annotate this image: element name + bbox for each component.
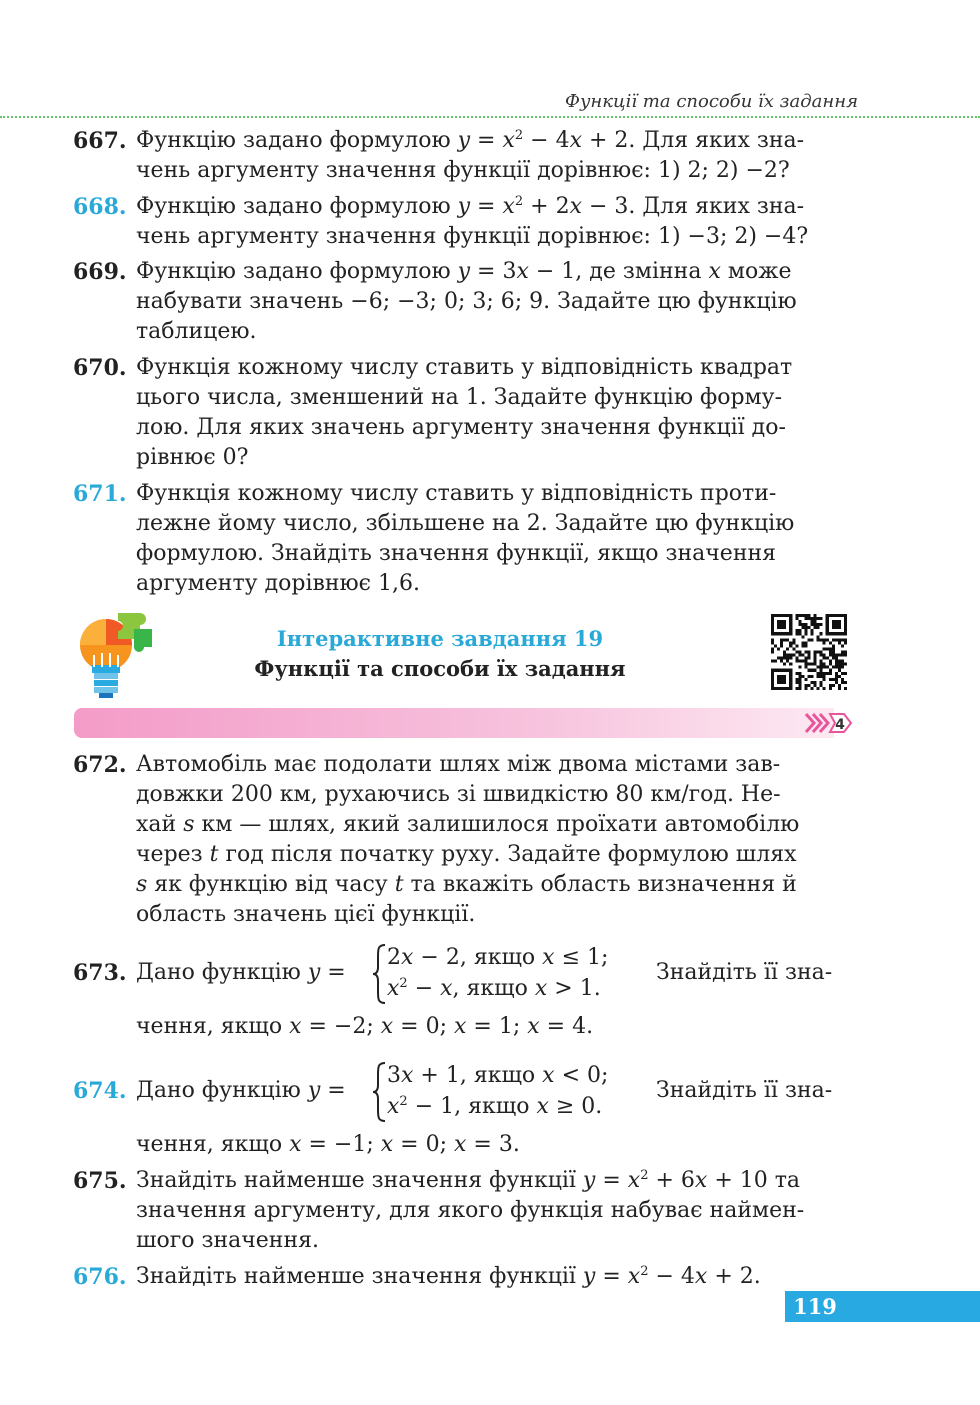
curly-brace bbox=[371, 1061, 387, 1123]
qr-code[interactable] bbox=[771, 614, 847, 690]
exercise-number: 676. bbox=[73, 1264, 127, 1290]
interactive-task-title: Інтерактивне завдання 19 bbox=[276, 626, 604, 651]
exercise-number: 673. bbox=[73, 960, 127, 986]
exercise-line: хай s км — шлях, який залишилося проїхати автомобілю bbox=[136, 812, 800, 837]
exercise-line: довжки 200 км, рухаючись зі швидкістю 80 км/год. Не- bbox=[136, 782, 781, 807]
exercise-671 bbox=[73, 479, 857, 599]
exercise-number: 669. bbox=[73, 259, 127, 285]
exercise-lead: Дано функцію y = bbox=[136, 960, 346, 985]
exercise-tail: Знайдіть її зна- bbox=[656, 960, 833, 985]
exercise-line: чень аргументу значення функції дорівнює: 1) −3; 2) −4? bbox=[136, 224, 809, 249]
exercise-line: s як функцію від часу t та вкажіть область визначення й bbox=[136, 872, 797, 897]
curly-brace bbox=[371, 943, 387, 1005]
exercise-669 bbox=[73, 257, 857, 347]
exercise-lead: Дано функцію y = bbox=[136, 1078, 346, 1103]
exercise-676 bbox=[73, 1262, 857, 1292]
lightbulb-puzzle-icon bbox=[72, 605, 162, 701]
exercise-line: через t год після початку руху. Задайте формулою шлях bbox=[136, 842, 797, 867]
exercise-line: область значень цієї функції. bbox=[136, 902, 476, 927]
exercise-line: Знайдіть найменше значення функції $y = x^2 + 6x + 10$ та bbox=[136, 1168, 801, 1193]
exercise-line: Функцію задано формулою y = 3x − 1, де змінна x може bbox=[136, 259, 792, 284]
exercise-number: 668. bbox=[73, 194, 127, 220]
exercise-675 bbox=[73, 1166, 857, 1256]
exercise-line: Функція кожному числу ставить у відповідність квадрат bbox=[136, 355, 793, 380]
exercise-667 bbox=[73, 126, 857, 186]
exercise-number: 675. bbox=[73, 1168, 127, 1194]
exercise-line: набувати значень −6; −3; 0; 3; 6; 9. Задайте цю функцію bbox=[136, 289, 797, 314]
difficulty-level-number: 4 bbox=[835, 717, 845, 733]
exercise-line: Функцію задано формулою $y = x^2 + 2x - 3$. Для яких зна- bbox=[136, 194, 805, 219]
exercise-672 bbox=[73, 750, 857, 930]
exercise-number: 670. bbox=[73, 355, 127, 381]
exercise-number: 667. bbox=[73, 128, 127, 154]
exercise-line: чень аргументу значення функції дорівнює: 1) 2; 2) −2? bbox=[136, 158, 790, 183]
exercise-line: формулою. Знайдіть значення функції, якщо значення bbox=[136, 541, 777, 566]
exercise-tail: Знайдіть її зна- bbox=[656, 1078, 833, 1103]
exercise-line: цього числа, зменшений на 1. Задайте функцію форму- bbox=[136, 385, 783, 410]
exercise-line: аргументу дорівнює 1,6. bbox=[136, 571, 420, 596]
exercise-line: чення, якщо x = −1; x = 0; x = 3. bbox=[136, 1132, 520, 1157]
exercise-line: таблицею. bbox=[136, 319, 257, 344]
piecewise-case-2: $x^2 - 1$, якщо x ≥ 0. bbox=[387, 1094, 603, 1119]
exercise-line: Функція кожному числу ставить у відповідність проти- bbox=[136, 481, 777, 506]
piecewise-case-1: 2x − 2, якщо x ≤ 1; bbox=[387, 945, 609, 970]
exercise-line: чення, якщо x = −2; x = 0; x = 1; x = 4. bbox=[136, 1014, 594, 1039]
exercise-line: Знайдіть найменше значення функції $y = x^2 - 4x + 2$. bbox=[136, 1264, 761, 1289]
exercise-number: 672. bbox=[73, 752, 127, 778]
piecewise-case-2: $x^2 - x$, якщо x > 1. bbox=[387, 976, 601, 1001]
page-number: 119 bbox=[793, 1294, 837, 1319]
exercise-670 bbox=[73, 353, 857, 473]
exercise-line: шого значення. bbox=[136, 1228, 320, 1253]
running-title: Функції та способи їх задання bbox=[565, 91, 858, 112]
header-divider bbox=[0, 116, 980, 118]
exercise-line: рівнює 0? bbox=[136, 445, 249, 470]
piecewise-case-1: 3x + 1, якщо x < 0; bbox=[387, 1063, 609, 1088]
exercise-line: лежне йому число, збільшене на 2. Задайте цю функцію bbox=[136, 511, 795, 536]
exercise-668 bbox=[73, 192, 857, 252]
difficulty-level-bar bbox=[74, 708, 834, 738]
exercise-line: лою. Для яких значень аргументу значення функції до- bbox=[136, 415, 786, 440]
exercise-number: 671. bbox=[73, 481, 127, 507]
exercise-line: Функцію задано формулою $y = x^2 - 4x + 2$. Для яких зна- bbox=[136, 128, 805, 153]
difficulty-level-badge bbox=[800, 708, 860, 738]
exercise-line: Автомобіль має подолати шлях між двома містами зав- bbox=[136, 752, 781, 777]
exercise-line: значення аргументу, для якого функція набуває наймен- bbox=[136, 1198, 805, 1223]
exercise-number: 674. bbox=[73, 1078, 127, 1104]
interactive-task-subtitle: Функції та способи їх задання bbox=[254, 656, 626, 681]
